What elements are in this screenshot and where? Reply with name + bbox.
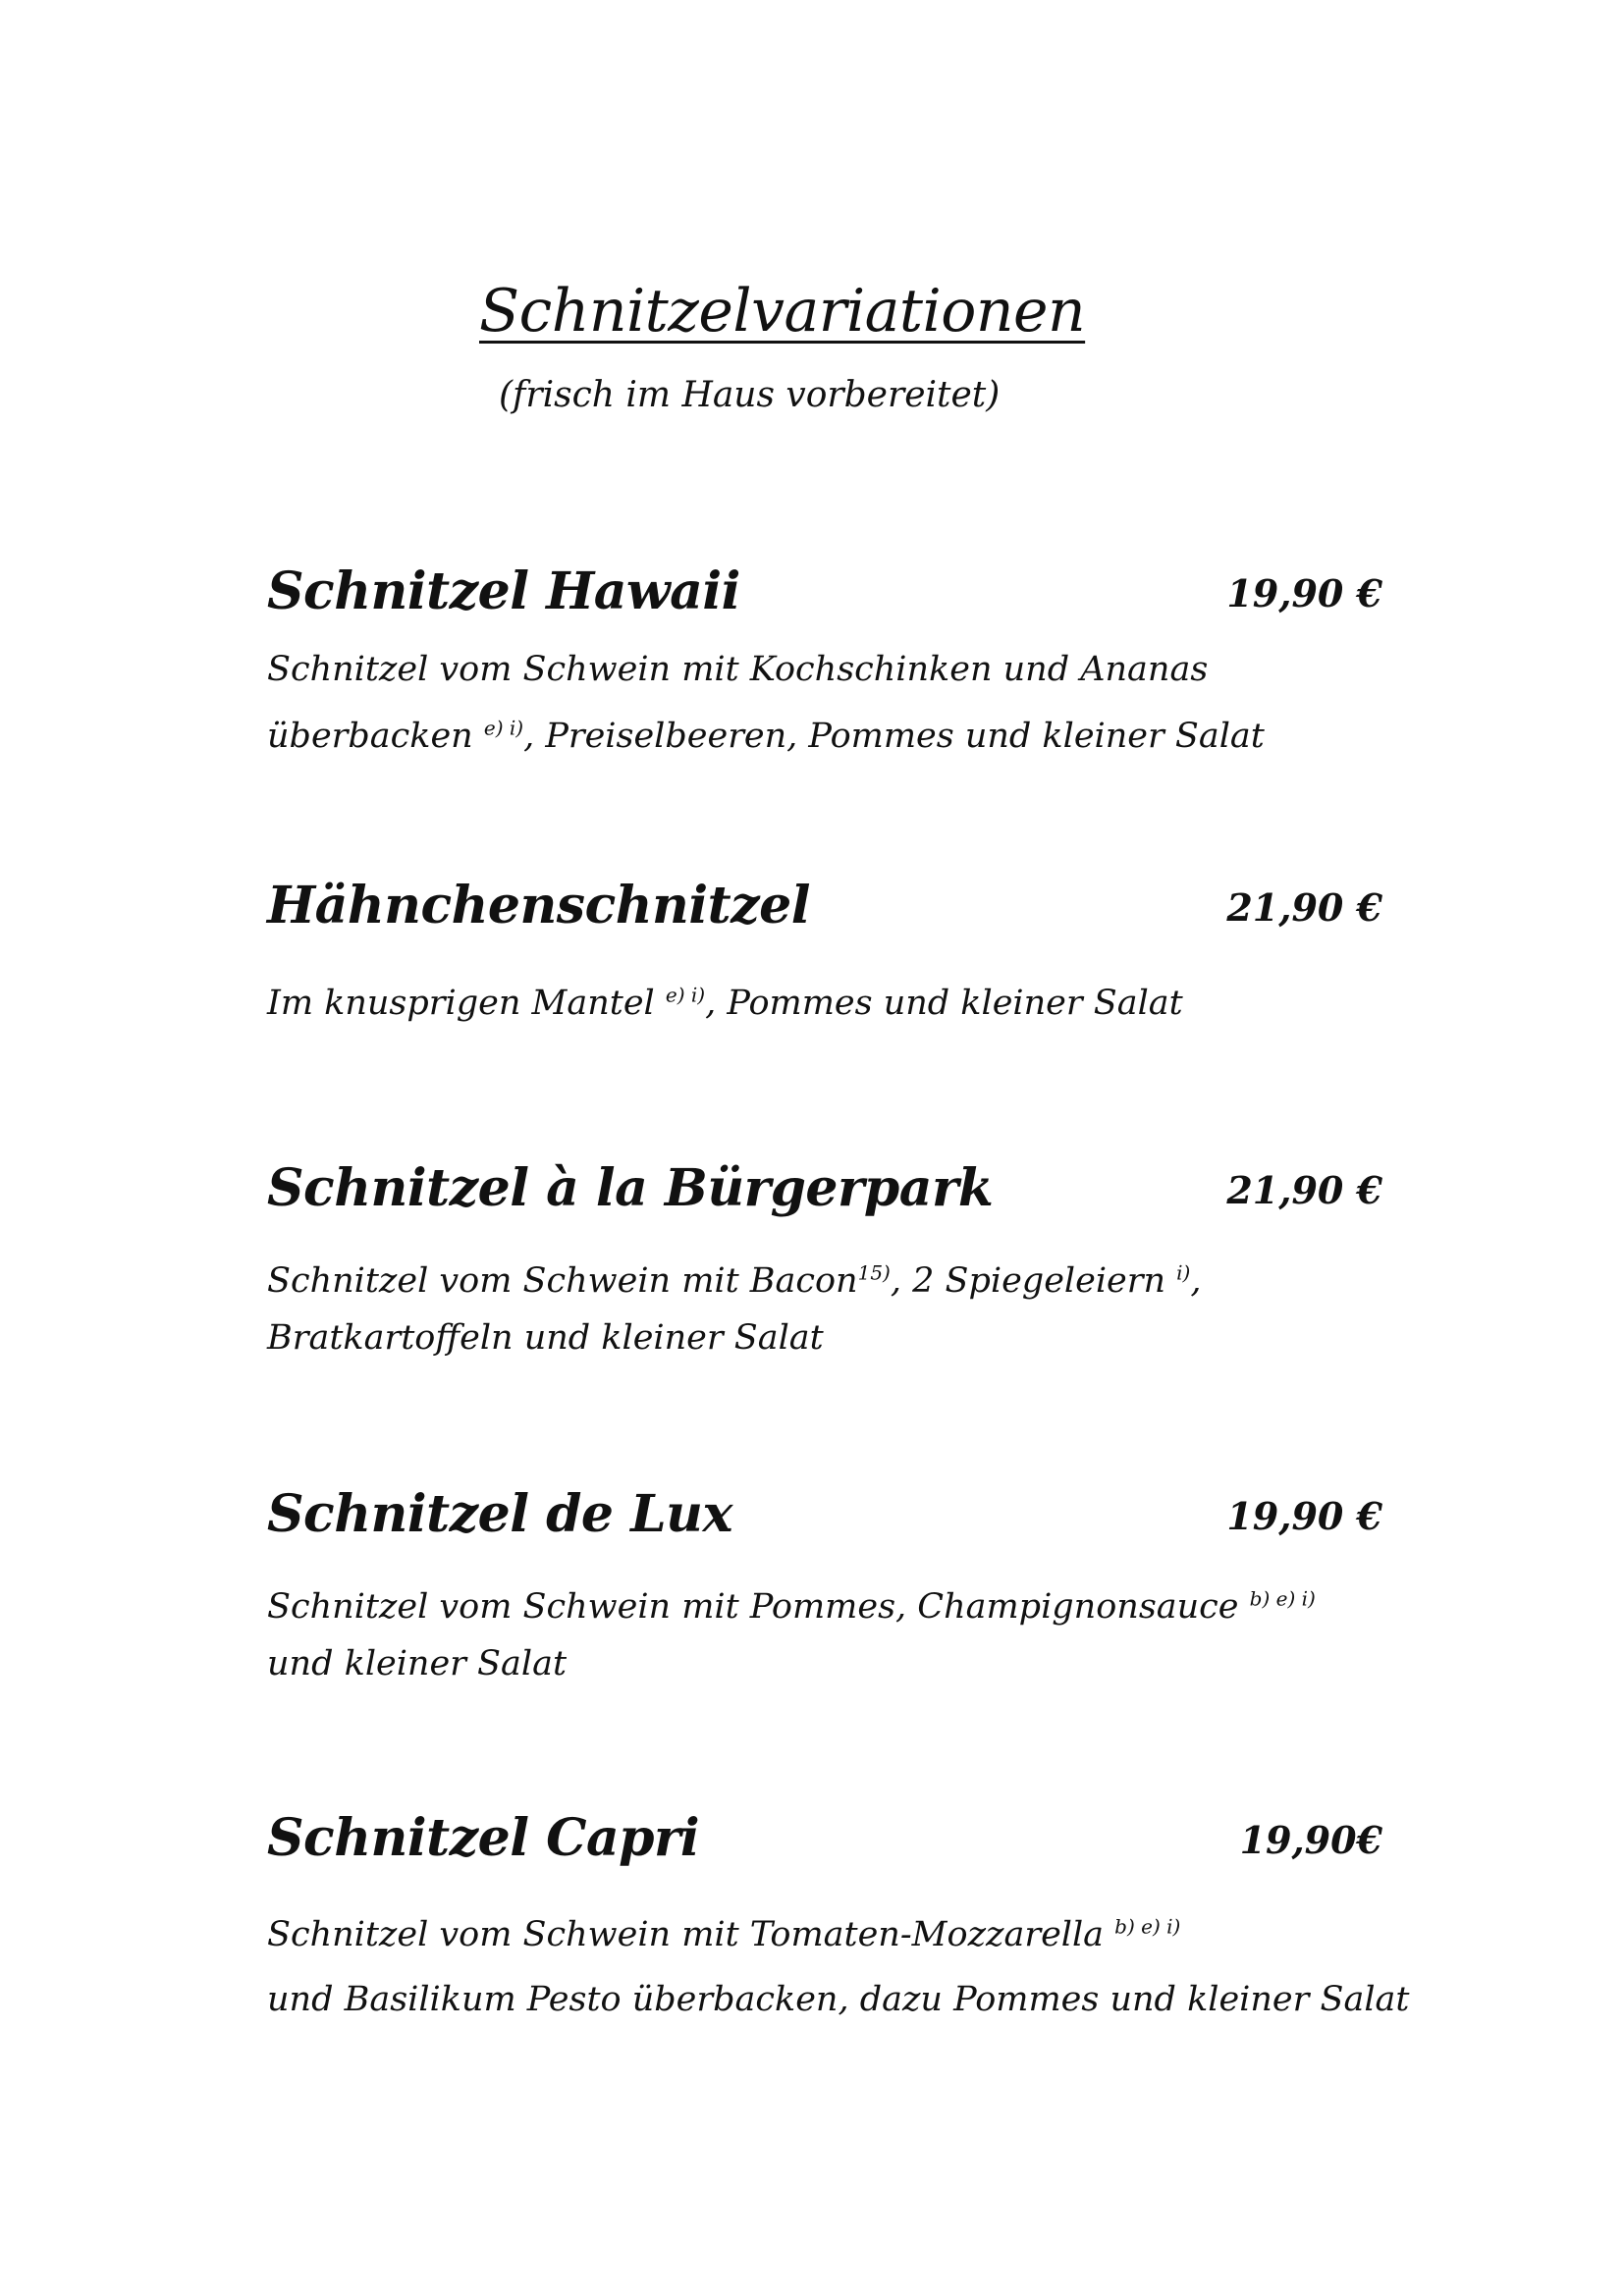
- description-line: Im knusprigen Mantel $^{e) i)}$, Pommes und kleiner Salat: [267, 983, 1183, 1023]
- description-line: überbacken $^{e) i)}$, Preiselbeeren, Pommes und kleiner Salat: [267, 716, 1265, 756]
- item-price: 21,90 €: [1226, 1168, 1382, 1212]
- item-name: Schnitzel de Lux: [267, 1484, 732, 1544]
- item-description: [267, 1253, 1201, 1366]
- description-line: Schnitzel vom Schwein mit Bacon$^{15)}$, 2 Spiegeleiern $^{i)}$,: [267, 1260, 1202, 1301]
- item-description: [267, 1902, 1409, 2032]
- item-name: Hähnchenschnitzel: [267, 876, 810, 935]
- item-name: Schnitzel Hawaii: [267, 561, 740, 621]
- page-title: Schnitzelvariationen: [479, 277, 1086, 346]
- item-price: 19,90 €: [1226, 571, 1382, 615]
- description-line: Bratkartoffeln und kleiner Salat: [267, 1318, 824, 1358]
- item-name: Schnitzel Capri: [267, 1808, 700, 1868]
- allergen-codes: b) e) i): [1249, 1586, 1316, 1611]
- page-subtitle: (frisch im Haus vorbereitet): [499, 375, 1001, 415]
- item-price: 19,90€: [1239, 1818, 1382, 1862]
- description-line: und kleiner Salat: [267, 1644, 568, 1683]
- allergen-codes: e) i): [483, 716, 524, 740]
- item-price: 19,90 €: [1226, 1494, 1382, 1538]
- allergen-codes: 15): [857, 1260, 891, 1285]
- item-description: [267, 1578, 1316, 1692]
- item-description: [267, 636, 1265, 770]
- description-line: Schnitzel vom Schwein mit Tomaten-Mozzarella $^{b) e) i)}$: [267, 1914, 1181, 1954]
- item-price: 21,90 €: [1226, 885, 1382, 930]
- description-line: und Basilikum Pesto überbacken, dazu Pommes und kleiner Salat: [267, 1980, 1410, 2019]
- item-description: [267, 970, 1183, 1037]
- allergen-codes: i): [1176, 1260, 1191, 1285]
- description-line: Schnitzel vom Schwein mit Kochschinken und Ananas: [267, 650, 1209, 689]
- allergen-codes: e) i): [665, 983, 706, 1007]
- allergen-codes: b) e) i): [1114, 1914, 1181, 1939]
- description-line: Schnitzel vom Schwein mit Pommes, Champignonsauce $^{b) e) i)}$: [267, 1586, 1316, 1627]
- item-name: Schnitzel à la Bürgerpark: [267, 1158, 994, 1218]
